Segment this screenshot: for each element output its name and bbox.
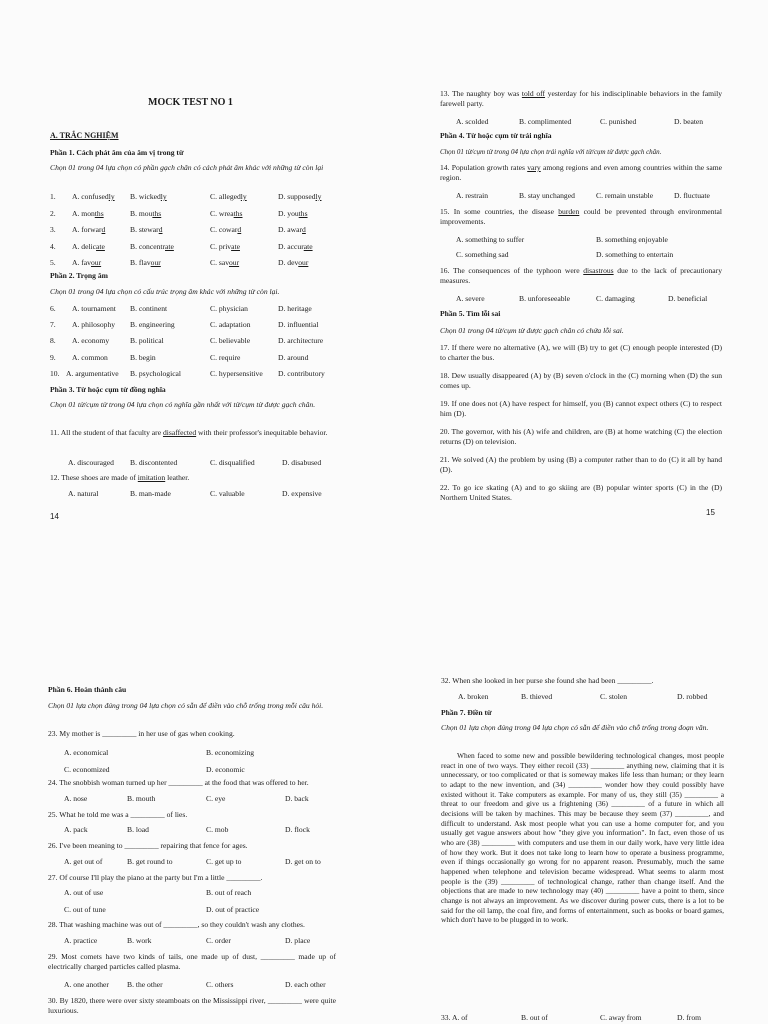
q12-option-b: B. man-made bbox=[130, 489, 171, 498]
q32-option-b: B. thieved bbox=[521, 692, 553, 701]
question-14: 14. Population growth rates vary among regions and even among countries within the same region. bbox=[440, 163, 722, 182]
option-a: A. out of use bbox=[64, 888, 104, 897]
q16-option-c: C. damaging bbox=[596, 294, 635, 303]
option-d: D. heritage bbox=[278, 304, 312, 313]
option-b: B. work bbox=[127, 936, 152, 945]
option-a: A. pack bbox=[64, 825, 88, 834]
option-a: A. forward bbox=[72, 225, 106, 234]
option-b: B. engineering bbox=[130, 320, 175, 330]
question-27: 27. Of course I'll play the piano at the party but I'm a little _________. bbox=[48, 873, 263, 882]
page-number: 15 bbox=[706, 508, 715, 517]
option-c: C. eye bbox=[206, 794, 226, 803]
option-c: C. out of tune bbox=[64, 905, 106, 914]
option-c: C. mob bbox=[206, 825, 229, 834]
q13-option-d: D. beaten bbox=[674, 117, 704, 126]
q32-option-c: C. stolen bbox=[600, 692, 628, 701]
option-d: D. contributory bbox=[278, 368, 325, 378]
option-d: D. architecture bbox=[278, 336, 324, 346]
option-b: B. concentrate bbox=[130, 241, 174, 251]
option-c: C. economized bbox=[64, 765, 110, 774]
question-number: 10. bbox=[50, 368, 60, 378]
part2-instruction: Chọn 01 trong 04 lựa chọn có cấu trúc trọng âm khác với những từ còn lại. bbox=[50, 287, 280, 296]
question-20: 20. The governor, with his (A) wife and children, are (B) at home watching (C) the election returns (D) on television. bbox=[440, 427, 722, 446]
q15-option-d: D. something to entertain bbox=[596, 250, 674, 259]
part4-instruction: Chọn 01 từ/cụm từ trong 04 lựa chọn trái nghĩa với từ/cụm từ được gạch chân. bbox=[440, 148, 662, 156]
question-number: 9. bbox=[50, 352, 56, 362]
question-16: 16. The consequences of the typhoon were disastrous due to the lack of precautionary measures. bbox=[440, 266, 722, 285]
question-13: 13. The naughty boy was told off yesterday for his indisciplinable behaviors in the family farewell party. bbox=[440, 89, 722, 108]
option-b: B. continent bbox=[130, 304, 168, 313]
part5-heading: Phần 5. Tìm lỗi sai bbox=[440, 309, 501, 318]
option-d: D. accurate bbox=[278, 241, 313, 251]
question-15: 15. In some countries, the disease burden could be prevented through environmental improvements. bbox=[440, 207, 722, 226]
option-a: A. nose bbox=[64, 794, 88, 803]
question-23: 23. My mother is _________ in her use of gas when cooking. bbox=[48, 729, 235, 738]
option-d: D. youths bbox=[278, 208, 308, 218]
option-d: D. flock bbox=[285, 825, 310, 834]
q12-option-d: D. expensive bbox=[282, 489, 322, 498]
q16-option-a: A. severe bbox=[456, 294, 485, 303]
option-c: C. physician bbox=[210, 304, 248, 313]
option-c: C. allegedly bbox=[210, 192, 247, 201]
option-a: A. delicate bbox=[72, 241, 105, 251]
part3-heading: Phần 3. Từ hoặc cụm từ đồng nghĩa bbox=[50, 385, 166, 394]
q33-option-d: D. from bbox=[677, 1013, 702, 1022]
option-a: A. argumentative bbox=[66, 368, 119, 378]
cloze-passage: When faced to some new and possible bewildering technological changes, most people react in one of two ways. They either recoil (33) _________ anything new, claiming that it is unnecessary, or too complicated or that is someway makes life less than human; or they learn to adapt to the new invention, and (34) _________ wonder how they could possibly have existed without it. Take computers as example. For many of us, they still (35) _________ a threat to our freedom and give us a frightening (36) _________ of a future in which all decisions will be taken by machines. This may be because they seem (37) _________, and difficult to understand. Ask most people what you can use a home computer for, and you usually get vague answers about how "they give you information". In fact, even those of us who are (38) _________ with computers and use them in our daily work, have very little idea of how they work. But it does not take long to learn how to operate a business programme, even if things occasionally go wrong for no apparent reason. Presumably, much the same happened when telephone and television became widespread. What seems to alarm most people is the (39) _________ of technological change, rather than change itself. And the objections that are made to new technology may (40) _________ have a point to them, since change is not always an improvement. As we discover during power cuts, there is a lot to be said for the oil lamp, the coal fire, and forms of entertainment, such as books or board games, which don't have to be plugged in to work. bbox=[441, 751, 724, 925]
option-d: D. get on to bbox=[285, 857, 321, 866]
option-b: B. the other bbox=[127, 980, 163, 989]
option-d: D. award bbox=[278, 225, 306, 234]
option-d: D. supposedly bbox=[278, 192, 322, 201]
question-number: 3. bbox=[50, 225, 56, 234]
option-a: A. favour bbox=[72, 258, 102, 267]
question-number: 5. bbox=[50, 258, 56, 267]
option-b: B. flavour bbox=[130, 258, 161, 267]
q16-option-d: D. beneficial bbox=[668, 294, 708, 303]
question-number: 4. bbox=[50, 241, 56, 251]
page-14 bbox=[0, 0, 384, 566]
q33-option-c: C. away from bbox=[600, 1013, 642, 1022]
question-30: 30. By 1820, there were over sixty steamboats on the Mississippi river, _________ were quite luxurious. bbox=[48, 996, 336, 1015]
page-number: 14 bbox=[50, 512, 59, 521]
question-18: 18. Dew usually disappeared (A) by (B) seven o'clock in the (C) morning when (D) the sun comes up. bbox=[440, 371, 722, 390]
question-number: 2. bbox=[50, 208, 56, 218]
option-a: A. months bbox=[72, 208, 104, 218]
option-c: C. others bbox=[206, 980, 234, 989]
question-28: 28. That washing machine was out of _________, so they couldn't wash any clothes. bbox=[48, 920, 305, 929]
q14-option-c: C. remain unstable bbox=[596, 191, 654, 200]
option-c: C. believable bbox=[210, 336, 251, 346]
option-a: A. economy bbox=[72, 336, 110, 346]
q13-option-b: B. complimented bbox=[519, 117, 572, 126]
question-11: 11. All the student of that faculty are disaffected with their professor's inequitable behavior. bbox=[50, 428, 328, 437]
part7-instruction: Chọn 01 lựa chọn đúng trong 04 lựa chọn có sẵn để điền vào chỗ trống trong đoạn văn. bbox=[441, 723, 709, 732]
option-a: A. common bbox=[72, 352, 108, 362]
question-32: 32. When she looked in her purse she found she had been _________. bbox=[441, 676, 654, 685]
page-16 bbox=[0, 566, 384, 1024]
option-b: B. political bbox=[130, 336, 164, 346]
option-a: A. tournament bbox=[72, 304, 116, 313]
q32-option-d: D. robbed bbox=[677, 692, 708, 701]
q14-option-a: A. restrain bbox=[456, 191, 489, 200]
option-d: D. each other bbox=[285, 980, 326, 989]
page-15 bbox=[384, 0, 768, 566]
q15-option-c: C. something sad bbox=[456, 250, 509, 259]
page-17 bbox=[384, 566, 768, 1024]
q15-option-a: A. something to suffer bbox=[456, 235, 525, 244]
question-number: 8. bbox=[50, 336, 56, 346]
option-a: A. confusedly bbox=[72, 192, 115, 201]
option-b: B. begin bbox=[130, 352, 156, 362]
option-a: A. practice bbox=[64, 936, 98, 945]
question-25: 25. What he told me was a _________ of lies. bbox=[48, 810, 188, 819]
page-title: MOCK TEST NO 1 bbox=[148, 97, 233, 108]
option-c: C. coward bbox=[210, 225, 242, 234]
option-c: C. require bbox=[210, 352, 241, 362]
question-number: 7. bbox=[50, 320, 56, 330]
q11-option-d: D. disabused bbox=[282, 458, 322, 467]
option-b: B. load bbox=[127, 825, 149, 834]
section-a-heading: A. TRẮC NGHIỆM bbox=[50, 131, 119, 140]
part2-heading: Phần 2. Trọng âm bbox=[50, 271, 108, 280]
option-b: B. economizing bbox=[206, 748, 255, 757]
option-a: A. economical bbox=[64, 748, 109, 757]
option-c: C. hypersensitive bbox=[210, 368, 263, 378]
q13-option-c: C. punished bbox=[600, 117, 637, 126]
option-a: A. get out of bbox=[64, 857, 103, 866]
part1-heading: Phần 1. Cách phát âm của âm vị trong từ bbox=[50, 148, 184, 157]
q12-option-c: C. valuable bbox=[210, 489, 245, 498]
option-d: D. devour bbox=[278, 258, 309, 267]
q11-option-a: A. discouraged bbox=[68, 458, 114, 467]
option-c: C. adaptation bbox=[210, 320, 251, 330]
part3-instruction: Chọn 01 từ/cụm từ trong 04 lựa chọn có nghĩa gần nhất với từ/cụm từ được gạch chân. bbox=[50, 400, 316, 409]
option-d: D. influential bbox=[278, 320, 319, 330]
option-c: C. wreaths bbox=[210, 208, 243, 218]
question-17: 17. If there were no alternative (A), we will (B) try to get (C) enough people interested (D) to charter the bus. bbox=[440, 343, 722, 362]
option-c: C. get up to bbox=[206, 857, 242, 866]
question-number: 1. bbox=[50, 192, 56, 201]
q32-option-a: A. broken bbox=[458, 692, 489, 701]
option-d: D. back bbox=[285, 794, 309, 803]
part6-heading: Phần 6. Hoàn thành câu bbox=[48, 685, 127, 694]
option-d: D. around bbox=[278, 352, 309, 362]
q14-option-b: B. stay unchanged bbox=[519, 191, 575, 200]
question-12: 12. These shoes are made of imitation leather. bbox=[50, 473, 190, 482]
q33-option-b: B. out of bbox=[521, 1013, 548, 1022]
q14-option-d: D. fluctuate bbox=[674, 191, 710, 200]
q11-option-b: B. discontented bbox=[130, 458, 178, 467]
question-26: 26. I've been meaning to _________ repairing that fence for ages. bbox=[48, 841, 248, 850]
question-19: 19. If one does not (A) have respect for himself, you (B) cannot expect others (C) to respect him (D). bbox=[440, 399, 722, 418]
option-b: B. get round to bbox=[127, 857, 173, 866]
option-c: C. order bbox=[206, 936, 231, 945]
option-a: A. philosophy bbox=[72, 320, 116, 330]
q13-option-a: A. scolded bbox=[456, 117, 489, 126]
option-d: D. economic bbox=[206, 765, 245, 774]
part6-instruction: Chọn 01 lựa chọn đúng trong 04 lựa chọn có sẵn để điền vào chỗ trống trong mỗi câu hỏi. bbox=[48, 701, 324, 710]
part5-instruction: Chọn 01 trong 04 từ/cụm từ được gạch chân có chứa lỗi sai. bbox=[440, 326, 624, 335]
question-22: 22. To go ice skating (A) and to go skiing are (B) popular winter sports (C) in the (D) Northern United States. bbox=[440, 483, 722, 502]
q11-option-c: C. disqualified bbox=[210, 458, 255, 467]
question-21: 21. We solved (A) the problem by using (B) a computer rather than to do (C) it all by hand (D). bbox=[440, 455, 722, 474]
q33-option-a: 33. A. of bbox=[441, 1013, 468, 1022]
question-number: 6. bbox=[50, 304, 56, 313]
q12-option-a: A. natural bbox=[68, 489, 99, 498]
option-d: D. out of practice bbox=[206, 905, 260, 914]
option-b: B. psychological bbox=[130, 368, 182, 378]
option-c: C. private bbox=[210, 241, 240, 251]
option-d: D. place bbox=[285, 936, 311, 945]
option-b: B. mouth bbox=[127, 794, 156, 803]
part1-instruction: Chọn 01 trong 04 lựa chọn có phần gạch chân có cách phát âm khác với những từ còn lại bbox=[50, 163, 324, 172]
question-24: 24. The snobbish woman turned up her _________ at the food that was offered to her. bbox=[48, 778, 309, 787]
option-b: B. steward bbox=[130, 225, 163, 234]
option-b: B. out of reach bbox=[206, 888, 252, 897]
q15-option-b: B. something enjoyable bbox=[596, 235, 668, 244]
option-a: A. one another bbox=[64, 980, 109, 989]
option-b: B. wickedly bbox=[130, 192, 167, 201]
part7-heading: Phần 7. Điền từ bbox=[441, 708, 492, 717]
part4-heading: Phần 4. Từ hoặc cụm từ trái nghĩa bbox=[440, 131, 552, 140]
option-c: C. savour bbox=[210, 258, 240, 267]
q16-option-b: B. unforeseeable bbox=[519, 294, 571, 303]
question-29: 29. Most comets have two kinds of tails, one made up of dust, _________ made up of electrically charged particles called plasma. bbox=[48, 952, 336, 971]
option-b: B. mouths bbox=[130, 208, 162, 218]
